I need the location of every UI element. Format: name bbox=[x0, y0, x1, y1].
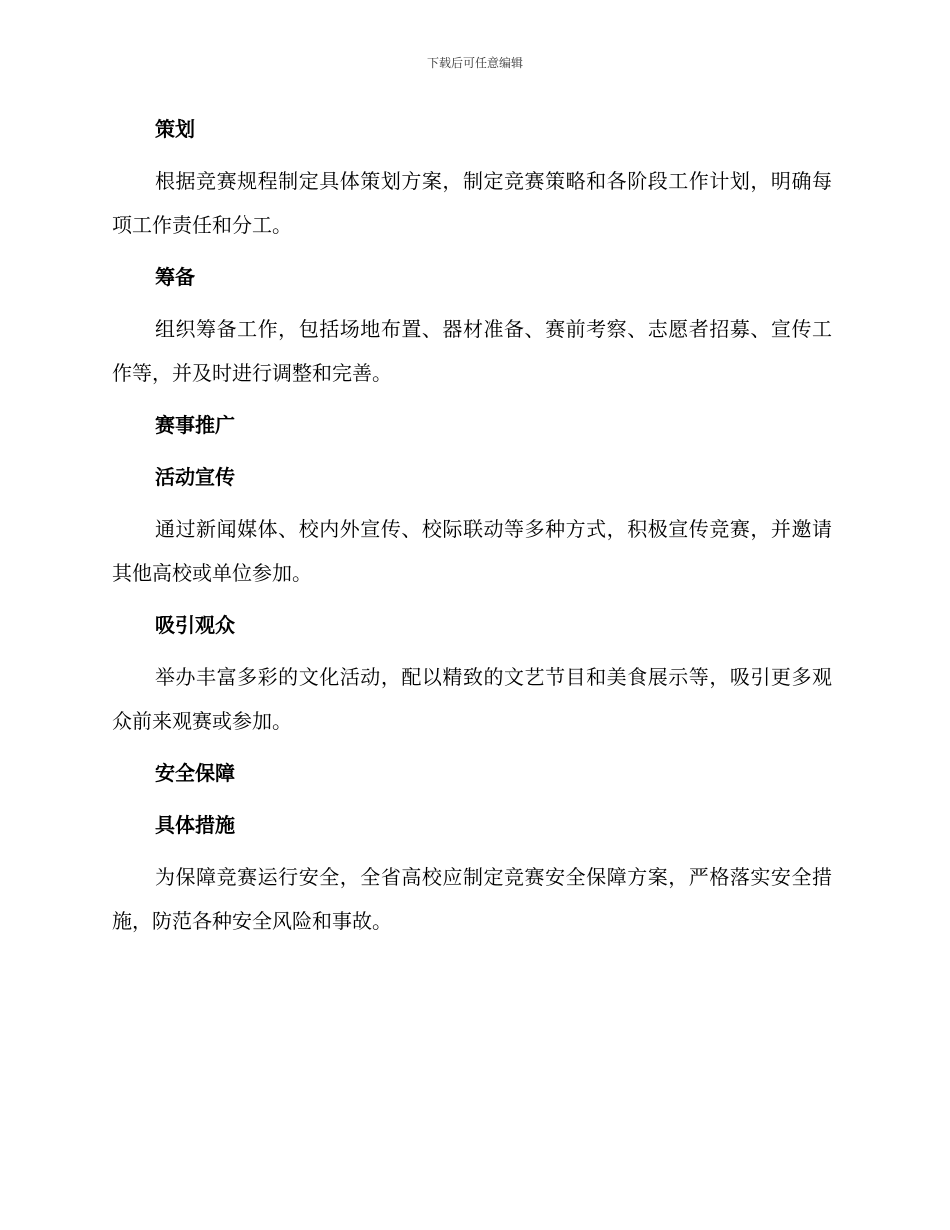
paragraph-planning: 根据竞赛规程制定具体策划方案，制定竞赛策略和各阶段工作计划，明确每项工作责任和分工。 bbox=[112, 169, 832, 237]
section-heading-preparation: 筹备 bbox=[155, 265, 195, 289]
paragraph-publicity: 通过新闻媒体、校内外宣传、校际联动等多种方式，积极宣传竞赛，并邀请其他高校或单位参加。 bbox=[112, 517, 832, 585]
paragraph-measures: 为保障竞赛运行安全，全省高校应制定竞赛安全保障方案，严格落实安全措施，防范各种安全风险和事故。 bbox=[112, 865, 832, 933]
section-heading-promotion: 赛事推广 bbox=[155, 413, 235, 437]
subheading-publicity: 活动宣传 bbox=[155, 465, 235, 489]
subheading-measures: 具体措施 bbox=[155, 813, 235, 837]
document-body bbox=[112, 108, 832, 958]
page-header-note: 下载后可任意编辑 bbox=[426, 56, 523, 70]
subheading-attract-audience: 吸引观众 bbox=[155, 613, 235, 637]
paragraph-attract-audience: 举办丰富多彩的文化活动，配以精致的文艺节目和美食展示等，吸引更多观众前来观赛或参加。 bbox=[112, 665, 832, 733]
paragraph-preparation: 组织筹备工作，包括场地布置、器材准备、赛前考察、志愿者招募、宣传工作等，并及时进行调整和完善。 bbox=[112, 317, 832, 385]
section-heading-safety: 安全保障 bbox=[155, 761, 235, 785]
section-heading-planning: 策划 bbox=[155, 117, 195, 141]
